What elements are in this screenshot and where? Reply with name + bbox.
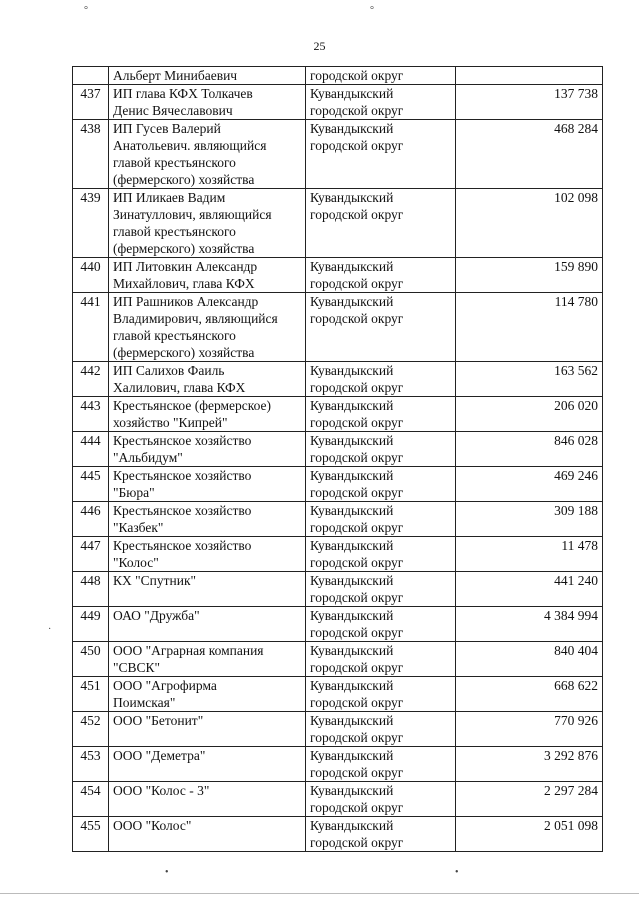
amount-cell: 309 188 <box>456 502 603 537</box>
table-row <box>73 189 603 258</box>
recipient-name-cell: КХ "Спутник" <box>109 572 306 607</box>
district-cell: Кувандыкский городской округ <box>306 572 456 607</box>
amount-cell: 469 246 <box>456 467 603 502</box>
row-number-cell: 443 <box>73 397 109 432</box>
row-number-cell: 438 <box>73 120 109 189</box>
table-row <box>73 362 603 397</box>
district-cell: городской округ <box>306 67 456 85</box>
amount-cell: 114 780 <box>456 293 603 362</box>
recipient-name-cell: ООО "Аграрная компания "СВСК" <box>109 642 306 677</box>
table-row <box>73 432 603 467</box>
amount-cell: 2 051 098 <box>456 817 603 852</box>
amount-cell: 11 478 <box>456 537 603 572</box>
recipient-name-cell: ООО "Колос" <box>109 817 306 852</box>
amount-cell: 163 562 <box>456 362 603 397</box>
amount-cell: 102 098 <box>456 189 603 258</box>
table-row <box>73 537 603 572</box>
row-number-cell: 447 <box>73 537 109 572</box>
amount-cell: 159 890 <box>456 258 603 293</box>
district-cell: Кувандыкский городской округ <box>306 258 456 293</box>
recipient-name-cell: Крестьянское хозяйство "Казбек" <box>109 502 306 537</box>
amount-cell: 4 384 994 <box>456 607 603 642</box>
amount-cell: 206 020 <box>456 397 603 432</box>
scan-speck: ° <box>84 5 88 16</box>
amount-cell: 840 404 <box>456 642 603 677</box>
row-number-cell: 448 <box>73 572 109 607</box>
table-row <box>73 712 603 747</box>
recipient-name-cell: ООО "Бетонит" <box>109 712 306 747</box>
row-number-cell: 446 <box>73 502 109 537</box>
registry-table-body <box>73 67 603 852</box>
amount-cell: 668 622 <box>456 677 603 712</box>
table-row <box>73 85 603 120</box>
recipient-name-cell: Крестьянское хозяйство "Альбидум" <box>109 432 306 467</box>
recipient-name-cell: Крестьянское хозяйство "Колос" <box>109 537 306 572</box>
recipient-name-cell: ИП Рашников Александр Владимирович, являющийся главой крестьянского (фермерского) хозяйства <box>109 293 306 362</box>
row-number-cell: 450 <box>73 642 109 677</box>
recipient-name-cell: ООО "Колос - 3" <box>109 782 306 817</box>
table-row <box>73 747 603 782</box>
row-number-cell <box>73 67 109 85</box>
recipient-name-cell: ОАО "Дружба" <box>109 607 306 642</box>
district-cell: Кувандыкский городской округ <box>306 189 456 258</box>
amount-cell: 137 738 <box>456 85 603 120</box>
district-cell: Кувандыкский городской округ <box>306 782 456 817</box>
amount-cell: 770 926 <box>456 712 603 747</box>
district-cell: Кувандыкский городской округ <box>306 747 456 782</box>
district-cell: Кувандыкский городской округ <box>306 607 456 642</box>
recipient-name-cell: Крестьянское (фермерское) хозяйство "Кипрей" <box>109 397 306 432</box>
district-cell: Кувандыкский городской округ <box>306 537 456 572</box>
recipient-name-cell: ИП Гусев Валерий Анатольевич. являющийся главой крестьянского (фермерского) хозяйства <box>109 120 306 189</box>
recipient-name-cell: ИП Иликаев Вадим Зинатуллович, являющийся главой крестьянского (фермерского) хозяйства <box>109 189 306 258</box>
recipient-name-cell: ИП Литовкин Александр Михайлович, глава КФХ <box>109 258 306 293</box>
registry-table <box>72 66 603 852</box>
row-number-cell: 442 <box>73 362 109 397</box>
district-cell: Кувандыкский городской округ <box>306 120 456 189</box>
district-cell: Кувандыкский городской округ <box>306 712 456 747</box>
amount-cell: 441 240 <box>456 572 603 607</box>
table-row <box>73 607 603 642</box>
recipient-name-cell: Крестьянское хозяйство "Бюра" <box>109 467 306 502</box>
scan-speck: · <box>48 624 52 635</box>
row-number-cell: 454 <box>73 782 109 817</box>
district-cell: Кувандыкский городской округ <box>306 293 456 362</box>
district-cell: Кувандыкский городской округ <box>306 677 456 712</box>
amount-cell: 846 028 <box>456 432 603 467</box>
district-cell: Кувандыкский городской округ <box>306 397 456 432</box>
recipient-name-cell: ИП глава КФХ Толкачев Денис Вячеславович <box>109 85 306 120</box>
table-row <box>73 293 603 362</box>
amount-cell: 3 292 876 <box>456 747 603 782</box>
amount-cell <box>456 67 603 85</box>
scan-speck: ° <box>370 5 374 16</box>
row-number-cell: 449 <box>73 607 109 642</box>
scan-speck: • <box>165 867 169 878</box>
district-cell: Кувандыкский городской округ <box>306 502 456 537</box>
district-cell: Кувандыкский городской округ <box>306 467 456 502</box>
row-number-cell: 440 <box>73 258 109 293</box>
recipient-name-cell: ИП Салихов Фаиль Халилович, глава КФХ <box>109 362 306 397</box>
district-cell: Кувандыкский городской округ <box>306 817 456 852</box>
scan-speck: • <box>455 867 459 878</box>
district-cell: Кувандыкский городской округ <box>306 362 456 397</box>
row-number-cell: 445 <box>73 467 109 502</box>
table-row <box>73 397 603 432</box>
district-cell: Кувандыкский городской округ <box>306 85 456 120</box>
row-number-cell: 444 <box>73 432 109 467</box>
table-row <box>73 502 603 537</box>
recipient-name-cell: ООО "Деметра" <box>109 747 306 782</box>
table-row <box>73 467 603 502</box>
bottom-rule <box>0 893 639 894</box>
row-number-cell: 437 <box>73 85 109 120</box>
amount-cell: 468 284 <box>456 120 603 189</box>
table-row <box>73 677 603 712</box>
table-row <box>73 642 603 677</box>
table-row <box>73 67 603 85</box>
row-number-cell: 441 <box>73 293 109 362</box>
table-row <box>73 782 603 817</box>
table-row <box>73 817 603 852</box>
row-number-cell: 451 <box>73 677 109 712</box>
table-row <box>73 120 603 189</box>
row-number-cell: 453 <box>73 747 109 782</box>
district-cell: Кувандыкский городской округ <box>306 642 456 677</box>
row-number-cell: 455 <box>73 817 109 852</box>
row-number-cell: 452 <box>73 712 109 747</box>
recipient-name-cell: ООО "Агрофирма Поимская" <box>109 677 306 712</box>
district-cell: Кувандыкский городской округ <box>306 432 456 467</box>
recipient-name-cell: Альберт Минибаевич <box>109 67 306 85</box>
table-row <box>73 572 603 607</box>
row-number-cell: 439 <box>73 189 109 258</box>
amount-cell: 2 297 284 <box>456 782 603 817</box>
table-row <box>73 258 603 293</box>
page-number: 25 <box>313 39 326 53</box>
